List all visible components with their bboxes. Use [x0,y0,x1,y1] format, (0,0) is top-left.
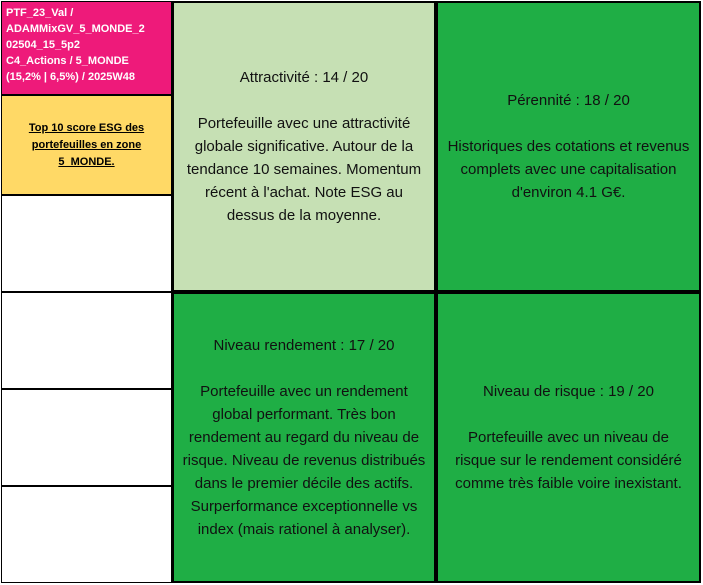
rendement-description: Portefeuille avec un rendement global performant. Très bon rendement au regard du niveau de risque. Niveau de revenus distribués dans le premier décile des actifs. Surperformance exceptionnelle vs index (mais rationel à analyser). [182,383,426,538]
empty-cell [1,292,172,389]
rendement-title: Niveau rendement : 17 / 20 [213,337,395,354]
portfolio-line-1: PTF_23_Val / [6,7,74,19]
rendement-panel [172,292,436,583]
portfolio-line-3: 02504_15_5p2 [6,39,81,51]
attractivite-description: Portefeuille avec une attractivité globale significative. Autour de la tendance 10 semaines. Momentum récent à l'achat. Note ESG au dessus de la moyenne. [186,115,422,224]
risque-title: Niveau de risque : 19 / 20 [483,383,654,400]
empty-cell [1,195,172,292]
portfolio-line-2: ADAMMixGV_5_MONDE_2 [6,23,145,35]
risque-description: Portefeuille avec un niveau de risque sur le rendement considéré comme très faible voire inexistant. [455,429,682,492]
perennite-panel [436,1,701,292]
empty-cell [1,486,172,583]
top10-esg-label: Top 10 score ESG des portefeuilles en zone 5_MONDE. [28,121,145,168]
portfolio-line-4: C4_Actions / 5_MONDE [6,55,129,67]
portfolio-id-cell [1,1,172,95]
perennite-description: Historiques des cotations et revenus complets avec une capitalisation d'environ 4.1 G€. [447,138,690,201]
portfolio-line-5: (15,2% | 6,5%) / 2025W48 [6,71,136,83]
perennite-title: Pérennité : 18 / 20 [507,92,630,109]
attractivite-panel [172,1,436,292]
attractivite-title: Attractivité : 14 / 20 [239,69,369,86]
top10-esg-link[interactable] [1,95,172,195]
empty-cell [1,389,172,486]
risque-panel [436,292,701,583]
